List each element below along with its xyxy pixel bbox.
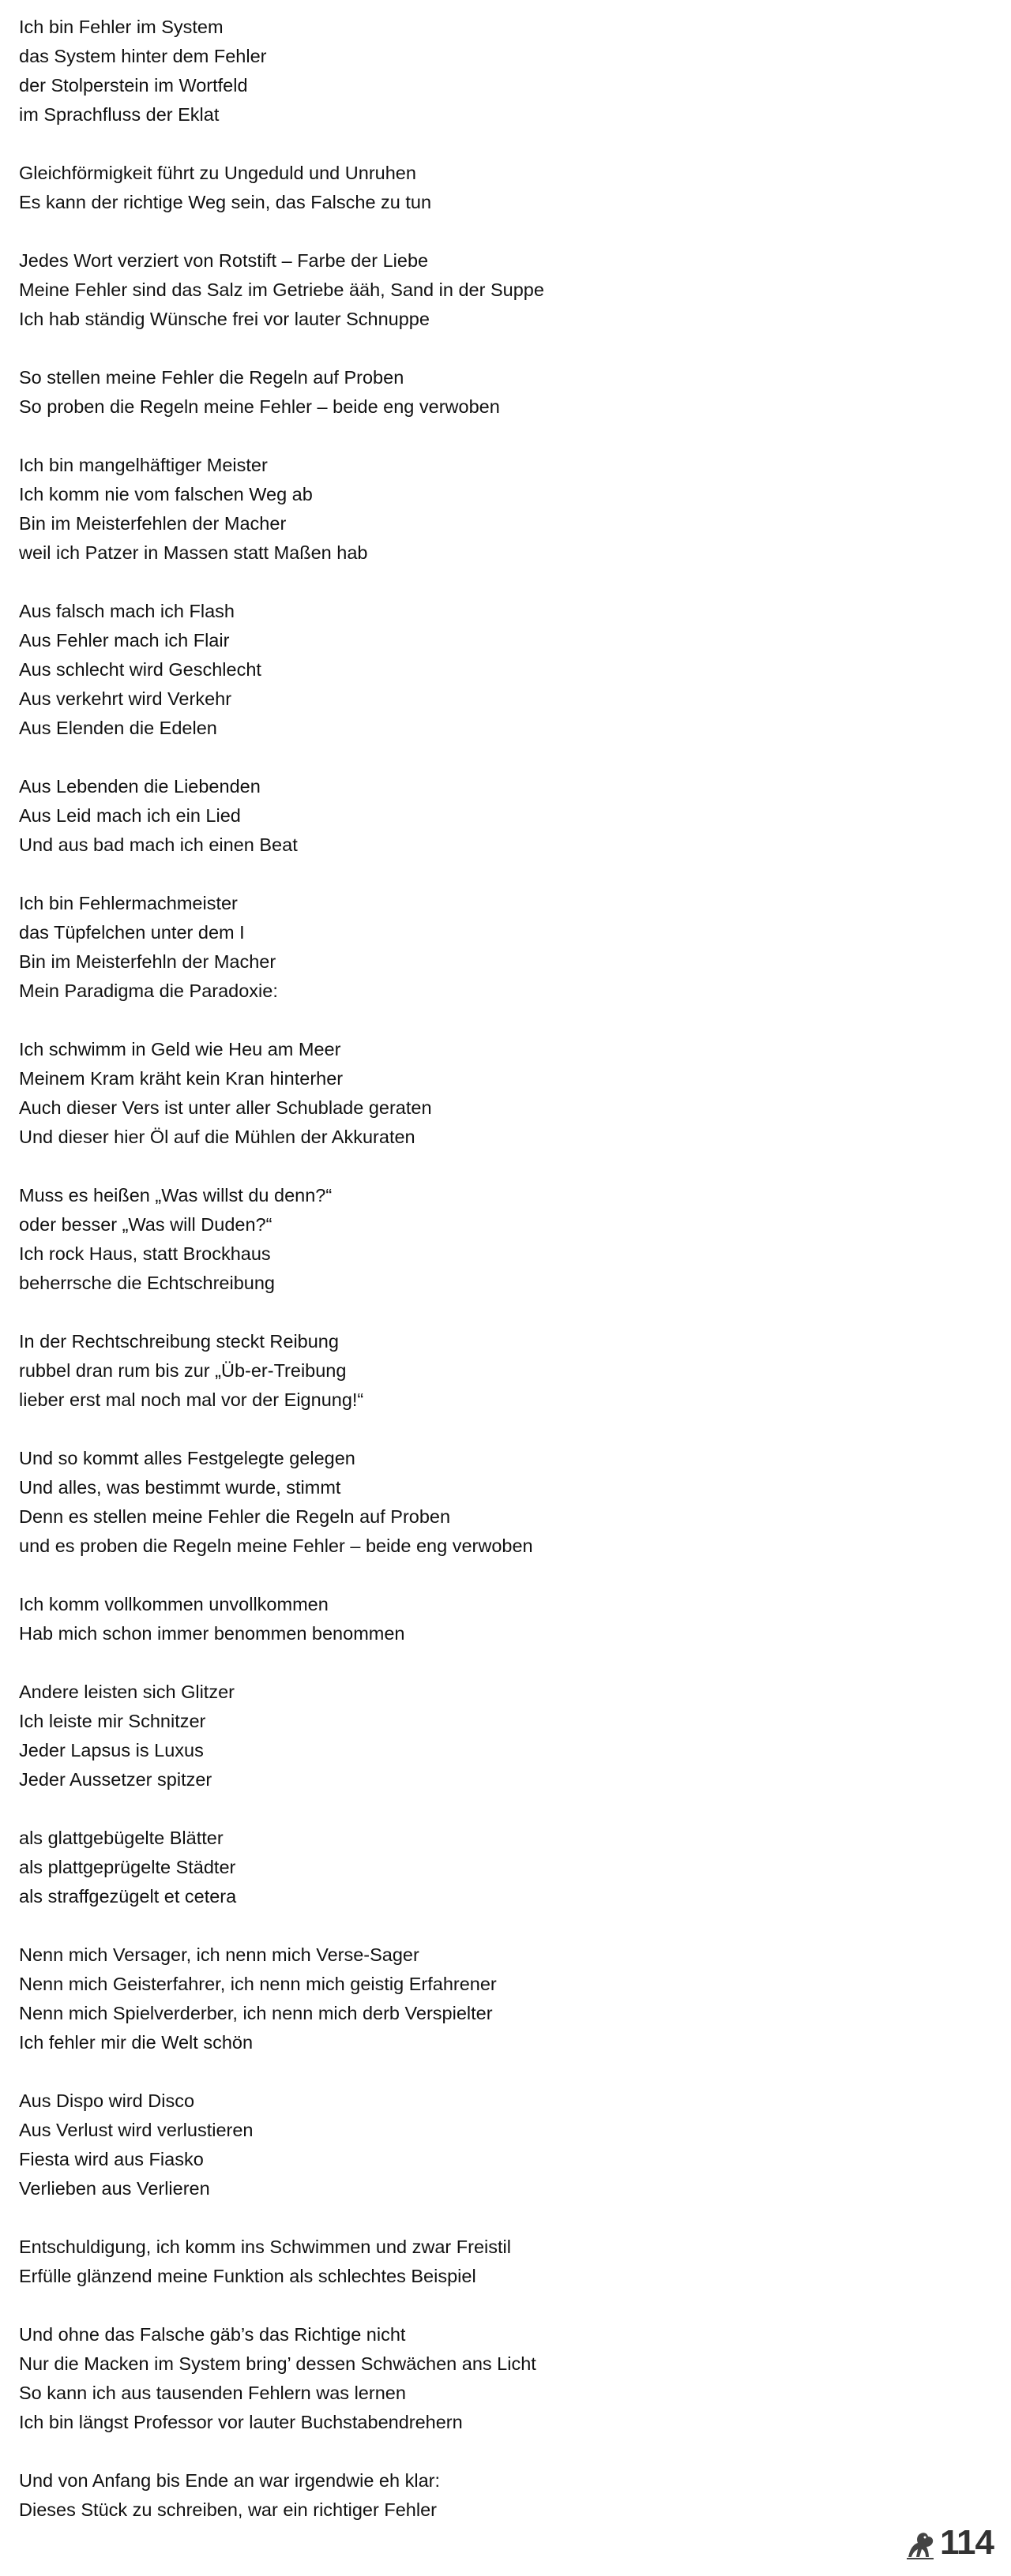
stanza [19,597,888,743]
poem-line: Und so kommt alles Festgelegte gelegen [19,1448,355,1468]
poem-line: das System hinter dem Fehler [19,46,267,66]
poem-line: Aus falsch mach ich Flash [19,601,235,621]
poem-line: Nenn mich Geisterfahrer, ich nenn mich geistig Erfahrener [19,1974,497,1994]
poem-line: Jeder Lapsus is Luxus [19,1740,204,1760]
poem-line: Ich hab ständig Wünsche frei vor lauter Schnuppe [19,309,430,329]
poem-line: beherrsche die Echtschreibung [19,1273,275,1293]
poem-line: Verlieben aus Verlieren [19,2178,210,2199]
publisher-logo-icon [905,2525,937,2560]
poem-line: Und alles, was bestimmt wurde, stimmt [19,1477,341,1498]
poem-line: rubbel dran rum bis zur „Üb-er-Treibung [19,1360,347,1381]
poem-line: Und aus bad mach ich einen Beat [19,834,298,855]
stanza [19,451,888,568]
stanza [19,1035,888,1152]
poem-line: Ich komm vollkommen unvollkommen [19,1594,329,1614]
poem-line: und es proben die Regeln meine Fehler – beide eng verwoben [19,1535,533,1556]
poem-line: Ich bin mangelhäftiger Meister [19,455,268,475]
page-number: 114 [940,2523,994,2562]
poem-line: Aus verkehrt wird Verkehr [19,688,232,709]
poem-line: Denn es stellen meine Fehler die Regeln auf Proben [19,1506,451,1527]
poem-line: lieber erst mal noch mal vor der Eignung!“ [19,1389,364,1410]
poem-line: Aus Fehler mach ich Flair [19,630,230,651]
poem-line: Und ohne das Falsche gäb’s das Richtige nicht [19,2324,406,2345]
poem-line: das Tüpfelchen unter dem I [19,922,245,943]
stanza [19,13,888,129]
poem-line: Nenn mich Spielverderber, ich nenn mich derb Verspielter [19,2003,493,2023]
poem-line: Mein Paradigma die Paradoxie: [19,981,278,1001]
poem-line: Andere leisten sich Glitzer [19,1682,235,1702]
poem-line: Ich fehler mir die Welt schön [19,2032,254,2053]
poem-line: Fiesta wird aus Fiasko [19,2149,204,2169]
poem-line: Dieses Stück zu schreiben, war ein richtiger Fehler [19,2499,437,2520]
poem-line: Ich komm nie vom falschen Weg ab [19,484,313,504]
poem-line: Ich bin längst Professor vor lauter Buchstabendrehern [19,2412,463,2432]
poem-line: Auch dieser Vers ist unter aller Schublade geraten [19,1097,432,1118]
poem-line: Aus Elenden die Edelen [19,718,217,738]
poem-line: So kann ich aus tausenden Fehlern was lernen [19,2383,406,2403]
stanza [19,363,888,422]
stanza [19,772,888,860]
poem-line: Nur die Macken im System bring’ dessen Schwächen ans Licht [19,2353,536,2374]
poem-line: Aus Verlust wird verlustieren [19,2120,254,2140]
poem-line: Muss es heißen „Was willst du denn?“ [19,1185,333,1206]
poem-line: Und von Anfang bis Ende an war irgendwie eh klar: [19,2470,440,2491]
stanza [19,1181,888,1298]
poem-line: Es kann der richtige Weg sein, das Falsche zu tun [19,192,432,212]
stanza [19,889,888,1006]
stanza [19,2087,888,2203]
poem-line: Meine Fehler sind das Salz im Getriebe ääh, Sand in der Suppe [19,279,544,300]
stanza [19,2233,888,2291]
stanza [19,2466,888,2525]
stanza [19,1327,888,1415]
page-footer [905,2525,994,2560]
poem-line: als plattgeprügelte Städter [19,1857,236,1877]
poem-line: Nenn mich Versager, ich nenn mich Verse-Sager [19,1944,419,1965]
stanza [19,1590,888,1648]
poem-line: In der Rechtschreibung steckt Reibung [19,1331,339,1352]
poem-line: Gleichförmigkeit führt zu Ungeduld und Unruhen [19,163,416,183]
poem-line: als straffgezügelt et cetera [19,1886,237,1907]
stanza [19,2320,888,2437]
poem [19,13,888,2554]
poem-line: Meinem Kram kräht kein Kran hinterher [19,1068,344,1089]
poem-line: Ich schwimm in Geld wie Heu am Meer [19,1039,341,1059]
poem-line: Ich leiste mir Schnitzer [19,1711,206,1731]
poem-line: Aus Leid mach ich ein Lied [19,805,241,826]
stanza [19,159,888,217]
poem-line: Bin im Meisterfehlen der Macher [19,513,287,534]
stanza [19,1940,888,2057]
poem-line: Aus Dispo wird Disco [19,2090,195,2111]
stanza [19,1678,888,1794]
poem-line: Ich bin Fehler im System [19,17,224,37]
poem-line: Ich rock Haus, statt Brockhaus [19,1243,271,1264]
stanza [19,246,888,334]
poem-line: Erfülle glänzend meine Funktion als schlechtes Beispiel [19,2266,476,2286]
poem-line: als glattgebügelte Blätter [19,1828,224,1848]
stanza [19,1444,888,1561]
poem-line: Und dieser hier Öl auf die Mühlen der Akkuraten [19,1127,415,1147]
poem-line: So stellen meine Fehler die Regeln auf Proben [19,367,404,388]
poem-line: So proben die Regeln meine Fehler – beide eng verwoben [19,396,500,417]
poem-line: Jedes Wort verziert von Rotstift – Farbe der Liebe [19,250,429,271]
poem-line: Jeder Aussetzer spitzer [19,1769,212,1790]
poem-line: oder besser „Was will Duden?“ [19,1214,272,1235]
poem-line: Hab mich schon immer benommen benommen [19,1623,405,1644]
poem-line: Aus Lebenden die Liebenden [19,776,261,797]
poem-line: Ich bin Fehlermachmeister [19,893,238,913]
stanza [19,1824,888,1911]
poem-line: weil ich Patzer in Massen statt Maßen hab [19,542,368,563]
poem-line: der Stolperstein im Wortfeld [19,75,248,96]
poem-line: Entschuldigung, ich komm ins Schwimmen und zwar Freistil [19,2237,511,2257]
poem-line: im Sprachfluss der Eklat [19,104,220,125]
poem-line: Aus schlecht wird Geschlecht [19,659,261,680]
poem-line: Bin im Meisterfehln der Macher [19,951,276,972]
